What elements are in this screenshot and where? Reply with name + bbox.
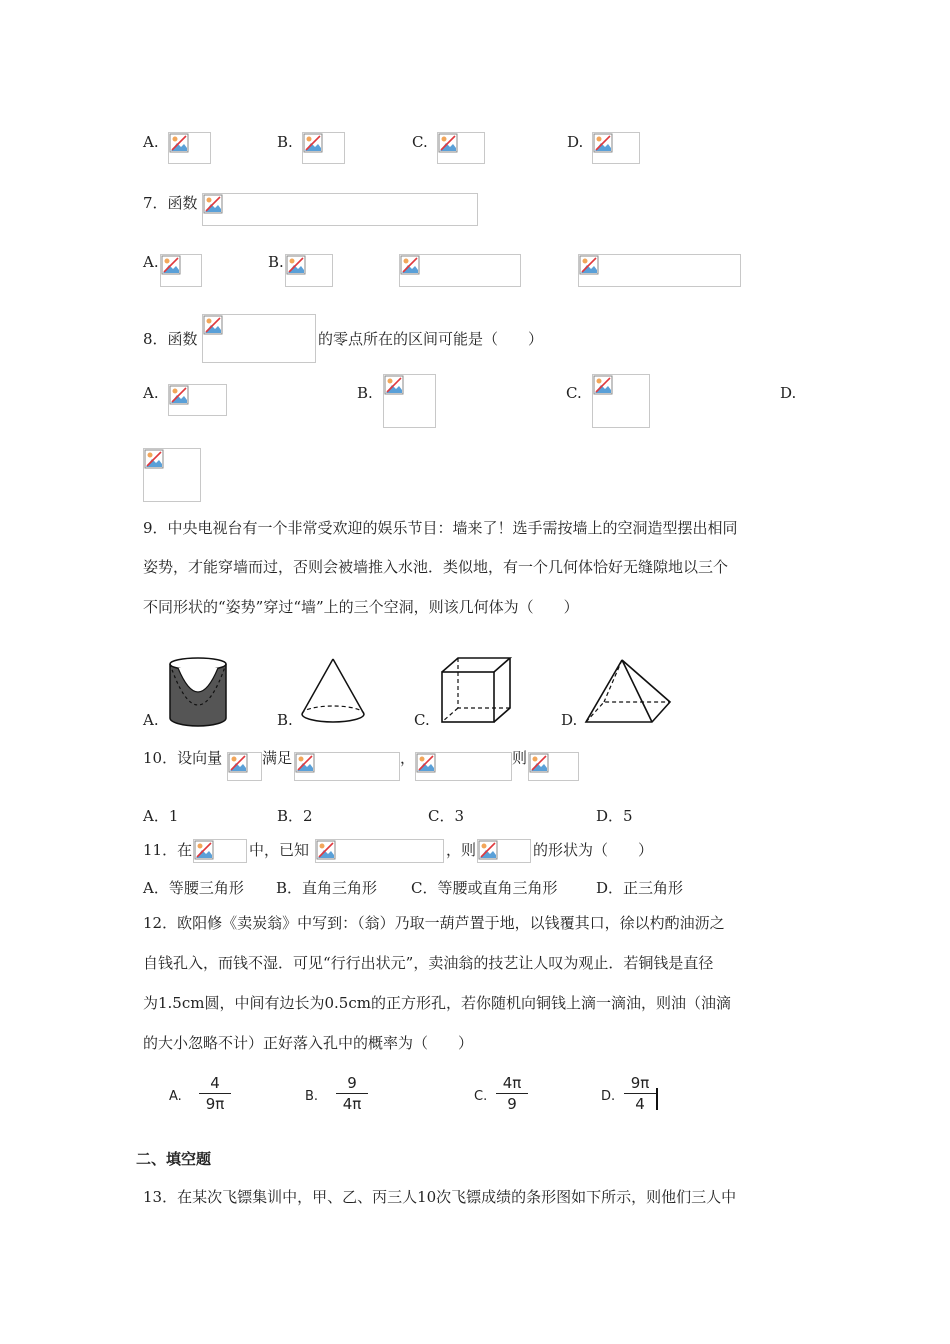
- q11-option-d: D．正三角形: [596, 879, 684, 897]
- q6-option-b-image: [302, 132, 345, 164]
- q8-option-d-image: [143, 448, 201, 502]
- broken-image-icon: [384, 375, 404, 395]
- q9-option-a-label: A.: [143, 711, 159, 729]
- cube-icon: [438, 656, 514, 726]
- q8-option-c-label: C.: [566, 384, 582, 402]
- cylinder-cone-icon: [166, 656, 230, 728]
- q9-option-d-label: D.: [561, 711, 578, 729]
- q7-stem: 7．函数: [143, 194, 198, 212]
- q11-stem-mid1: 中，已知: [249, 841, 310, 859]
- q12-line-1: 12．欧阳修《卖炭翁》中写到：（翁）乃取一葫芦置于地，以钱覆其口，徐以杓酌油沥之: [143, 914, 725, 932]
- q11-triangle-image-2: [477, 839, 531, 863]
- broken-image-icon: [203, 315, 223, 335]
- q6-option-c-image: [437, 132, 485, 164]
- q9-option-c-label: C.: [414, 711, 430, 729]
- broken-image-icon: [303, 133, 323, 153]
- q10-condition2-image: [415, 752, 512, 781]
- section-title: 二、填空题: [136, 1150, 212, 1168]
- broken-image-icon: [593, 375, 613, 395]
- q10-stem-prefix: 10．设向量: [143, 749, 223, 767]
- broken-image-icon: [438, 133, 458, 153]
- q11-stem-prefix: 11．在: [143, 841, 193, 859]
- q6-option-d-label: D.: [567, 133, 584, 151]
- q11-option-b: B．直角三角形: [276, 879, 378, 897]
- q12-option-c-denominator: 9: [507, 1095, 517, 1113]
- broken-image-icon: [194, 840, 214, 860]
- broken-image-icon: [295, 753, 315, 773]
- q12-option-a-numerator: 4: [210, 1074, 220, 1092]
- q8-formula-image: [202, 314, 316, 363]
- q12-option-d-label: D.: [601, 1089, 616, 1104]
- q7-formula-image: [202, 193, 478, 226]
- q12-option-b-label: B.: [305, 1089, 319, 1104]
- broken-image-icon: [203, 194, 223, 214]
- q11-stem-mid2: ，则: [446, 841, 477, 859]
- q7-option-b-label: B.: [268, 253, 284, 271]
- q11-option-a: A．等腰三角形: [143, 879, 244, 897]
- q10-stem-mid2: 则: [512, 749, 528, 767]
- q12-option-b-numerator: 9: [347, 1074, 357, 1092]
- q7-option-a-label: A.: [143, 253, 159, 271]
- q8-stem-suffix: 的零点所在的区间可能是（ ）: [318, 330, 544, 348]
- broken-image-icon: [316, 840, 336, 860]
- q6-option-b-label: B.: [277, 133, 293, 151]
- q10-option-c: C．3: [428, 807, 465, 825]
- q8-option-c-image: [592, 374, 650, 428]
- q12-option-a-denominator: 9π: [205, 1095, 225, 1113]
- q12-option-c-label: C.: [474, 1089, 488, 1104]
- q7-option-c-image: [399, 254, 521, 287]
- broken-image-icon: [593, 133, 613, 153]
- q12-option-d-denominator: 4: [635, 1095, 645, 1113]
- q10-option-d: D．5: [596, 807, 633, 825]
- q12-line-2: 自钱孔入，而钱不湿．可见“行行出状元”，卖油翁的技艺让人叹为观止．若铜钱是直径: [143, 954, 714, 972]
- q12-option-b-denominator: 4π: [342, 1095, 362, 1113]
- broken-image-icon: [144, 449, 164, 469]
- q10-option-a: A．1: [143, 807, 179, 825]
- q11-triangle-image: [193, 839, 247, 863]
- q11-option-c: C．等腰或直角三角形: [411, 879, 558, 897]
- q9-line-2: 姿势，才能穿墙而过，否则会被墙推入水池．类似地，有一个几何体恰好无缝隙地以三个: [143, 558, 729, 576]
- q12-option-d-fraction: [624, 1074, 656, 1113]
- broken-image-icon: [169, 385, 189, 405]
- broken-image-icon: [228, 753, 248, 773]
- q6-option-a-label: A.: [143, 133, 159, 151]
- q8-option-a-image: [168, 384, 227, 416]
- q11-condition-image: [315, 839, 444, 863]
- broken-image-icon: [400, 255, 420, 275]
- q12-option-c-fraction: [496, 1074, 528, 1113]
- q10-vector-image: [227, 752, 262, 781]
- q6-option-c-label: C.: [412, 133, 428, 151]
- q12-option-c-numerator: 4π: [502, 1074, 522, 1092]
- q9-line-1: 9．中央电视台有一个非常受欢迎的娱乐节目：墙来了！选手需按墙上的空洞造型摆出相同: [143, 519, 738, 537]
- broken-image-icon: [579, 255, 599, 275]
- q12-option-d-numerator: 9π: [630, 1074, 650, 1092]
- broken-image-icon: [286, 255, 306, 275]
- broken-image-icon: [169, 133, 189, 153]
- broken-image-icon: [478, 840, 498, 860]
- cone-icon: [298, 656, 368, 728]
- q7-option-a-image: [160, 254, 202, 287]
- q8-option-a-label: A.: [143, 384, 159, 402]
- q12-option-a-fraction: [199, 1074, 231, 1113]
- pyramid-icon: [582, 656, 674, 726]
- q12-option-b-fraction: [336, 1074, 368, 1113]
- q8-stem-prefix: 8．函数: [143, 330, 198, 348]
- q10-result-image: [528, 752, 579, 781]
- q12-option-a-label: A.: [169, 1089, 182, 1104]
- q6-option-d-image: [592, 132, 640, 164]
- q11-stem-suffix: 的形状为（ ）: [533, 841, 654, 859]
- q7-option-b-image: [285, 254, 333, 287]
- q9-option-b-label: B.: [277, 711, 293, 729]
- q12-line-4: 的大小忽略不计）正好落入孔中的概率为（ ）: [143, 1034, 474, 1052]
- q8-option-d-label: D.: [780, 384, 797, 402]
- q10-stem-comma: ，: [400, 749, 416, 767]
- q8-option-b-image: [383, 374, 436, 428]
- q8-option-b-label: B.: [357, 384, 373, 402]
- broken-image-icon: [161, 255, 181, 275]
- q9-line-3: 不同形状的“姿势”穿过“墙”上的三个空洞，则该几何体为（ ）: [143, 598, 579, 616]
- q10-option-b: B．2: [277, 807, 313, 825]
- q12-line-3: 为1.5cm圆，中间有边长为0.5cm的正方形孔，若你随机向铜钱上滴一滴油，则油（油滴: [143, 994, 731, 1012]
- q7-option-d-image: [578, 254, 741, 287]
- q6-option-a-image: [168, 132, 211, 164]
- broken-image-icon: [529, 753, 549, 773]
- text-cursor: [656, 1088, 658, 1110]
- q10-condition1-image: [294, 752, 400, 781]
- q13-text: 13．在某次飞镖集训中，甲、乙、丙三人10次飞镖成绩的条形图如下所示，则他们三人中: [143, 1188, 737, 1206]
- broken-image-icon: [416, 753, 436, 773]
- q10-stem-mid1: 满足: [262, 749, 293, 767]
